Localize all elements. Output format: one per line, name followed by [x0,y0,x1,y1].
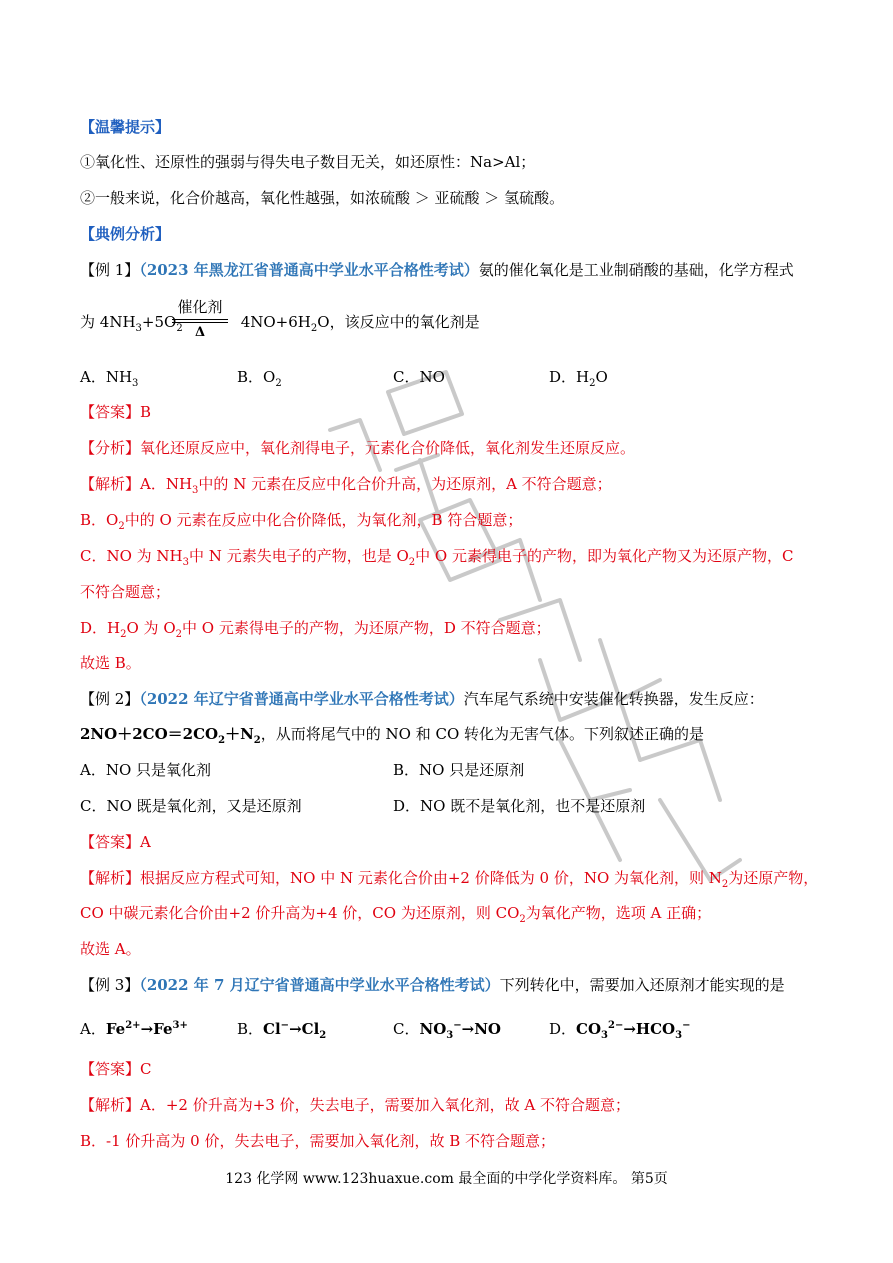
ex3-option-a-sup2: 3+ [172,1020,188,1031]
ex2-jiexi-1 [80,867,818,896]
ex2-jiexi-sub1: 2 [721,879,729,890]
ex1-jiexi-d-3: 中 O 元素得电子的产物，为还原产物，D 不符合题意； [182,619,551,637]
ex1-jiexi-c-3: 中 O 元素得电子的产物，即为氧化产物又为还原产物，C [415,547,794,565]
ex1-jiexi-d-sub2: 2 [175,629,182,640]
ex2-stem-line2 [80,723,704,752]
ex2-answer: 【答案】A [80,833,151,851]
ex1-jiexi-a-sub: 3 [192,485,199,496]
ex2-jiexi-sub2: 2 [519,914,526,925]
ex1-jiexi-b-2: 中的 O 元素在反应中化合价降低，为氧化剂，B 符合题意； [124,511,523,529]
ex3-option-d-2: →HCO [623,1020,676,1038]
ex3-jiexi-a: 【解析】A．+2 价升高为+3 价，失去电子，需要加入氧化剂，故 A 不符合题意； [80,1096,630,1114]
ex1-option-b-sub: 2 [275,378,282,389]
ex3-answer: 【答案】C [80,1060,152,1078]
ex2-option-a: A．NO 只是氧化剂 [80,761,212,779]
ex2-eq-sub2: 2 [253,735,261,746]
ex2-option-c: C．NO 既是氧化剂，又是还原剂 [80,797,302,815]
ex3-option-d [549,1015,690,1047]
ex1-eq-plus: +5O [141,313,177,331]
ex1-option-a-sub: 3 [132,378,139,389]
ex3-option-d-pre: D． [549,1020,577,1038]
ex2-eq-sub1: 2 [218,735,226,746]
ex1-option-d [549,366,608,395]
ex2-source: （2022 年辽宁省普通高中学业水平合格性考试） [139,690,464,708]
ex3-option-a-1: Fe [105,1020,126,1038]
ex3-option-d-sup1: 2− [608,1020,624,1031]
ex2-jiexi-1-text: 【解析】根据反应方程式可知，NO 中 N 元素化合价由+2 价降低为 0 价，NO 为氧化剂，则 N [80,869,722,887]
ex1-option-d-sub: 2 [589,378,596,389]
ex1-stem-line1 [80,259,794,281]
ex1-jiexi-a-2: 中的 N 元素在反应中化合价升高，为还原剂，A 不符合题意； [198,475,612,493]
ex3-option-a-sup1: 2+ [125,1020,141,1031]
ex1-eq-right-sub: 2 [310,323,318,334]
ex3-option-c-sup: − [453,1020,462,1031]
ex1-option-b [237,366,282,395]
ex1-jiexi-b-1: B．O [80,511,119,529]
ex2-stem-line1 [80,688,764,710]
ex1-jiexi-c-2: 中 N 元素失电子的产物，也是 O [189,547,409,565]
ex3-option-b-pre: B． [237,1020,264,1038]
ex3-option-c [393,1015,501,1047]
analysis-heading: 【典例分析】 [80,225,171,243]
ex2-stem: 汽车尾气系统中安装催化转换器，发生反应： [463,690,764,708]
ex3-option-a-pre: A． [80,1020,106,1038]
ex2-jiexi-3-text: CO 中碳元素化合价由+2 价升高为+4 价，CO 为还原剂，则 CO [80,904,520,922]
ex3-stem: 下列转化中，需要加入还原剂才能实现的是 [499,976,785,994]
ex1-answer: 【答案】B [80,403,152,421]
ex3-option-c-1: NO [419,1020,447,1038]
ex1-option-c: C．NO [393,368,445,386]
ex1-option-a-text: A．NH [80,368,133,386]
ex1-eq-right: 4NO+6H [240,313,311,331]
ex1-jiexi-b-sub: 2 [118,521,125,532]
ex3-option-b-2: →Cl [289,1020,320,1038]
ex1-jiexi-c-1: C．NO 为 NH [80,547,183,565]
ex1-label: 【例 1】 [80,261,140,279]
ex1-jiexi-a-1: 【解析】A．NH [80,475,193,493]
ex3-option-a-arrow: →Fe [140,1020,173,1038]
ex3-option-b [237,1015,326,1047]
ex1-jiexi-b [80,509,522,538]
ex3-source: （2022 年 7 月辽宁省普通高中学业水平合格性考试） [139,976,500,994]
ex2-jiexi-2-text: 为还原产物， [728,869,819,887]
ex3-option-d-1: CO [576,1020,602,1038]
ex2-conclusion: 故选 A。 [80,940,141,958]
ex3-option-d-sub1: 3 [601,1030,609,1041]
ex3-label: 【例 3】 [80,976,140,994]
ex1-jiexi-c-cont: 不符合题意； [80,583,171,601]
ex2-stem2: ，从而将尾气中的 NO 和 CO 转化为无害气体。下列叙述正确的是 [260,725,705,743]
ex1-jiexi-d [80,617,551,646]
ex1-option-a [80,366,138,395]
ex3-stem-line [80,974,785,996]
ex1-equation-line [80,311,480,340]
ex1-option-d-text: D．H [549,368,590,386]
ex2-label: 【例 2】 [80,690,140,708]
ex1-stem: 氨的催化氧化是工业制硝酸的基础，化学方程式 [478,261,794,279]
ex1-jiexi-a [80,473,612,502]
ex3-option-d-sub2: 3 [675,1030,683,1041]
ex3-option-a [80,1015,188,1040]
ex1-fenxi: 【分析】氧化还原反应中，氧化剂得电子，元素化合价降低，氧化剂发生还原反应。 [80,439,636,457]
ex1-eq-right-tail: O，该反应中的氧化剂是 [317,313,480,331]
tip-heading: 【温馨提示】 [80,118,171,136]
ex3-option-b-sup: − [280,1020,290,1031]
ex1-eq-plus-sub: 2 [176,323,183,334]
ex1-jiexi-c-sub1: 3 [182,557,190,568]
ex3-option-d-sup2: − [682,1020,691,1031]
ex1-jiexi-d-1: D．H [80,619,121,637]
ex3-option-c-2: →NO [461,1020,501,1038]
ex1-catalyst: 催化剂 [177,298,223,316]
ex1-jiexi-d-2: O 为 O [126,619,176,637]
ex2-option-d: D．NO 既不是氧化剂，也不是还原剂 [393,797,646,815]
ex1-eq-left-sub: 3 [135,323,142,334]
tip-line-2: ②一般来说，化合价越高，氧化性越强，如浓硫酸 ＞ 亚硫酸 ＞ 氢硫酸。 [80,189,565,207]
ex2-jiexi-4-text: 为氧化产物，选项 A 正确； [525,904,712,922]
ex1-conclusion: 故选 B。 [80,654,141,672]
ex1-jiexi-c [80,545,793,574]
ex2-option-b: B．NO 只是还原剂 [393,761,525,779]
ex1-jiexi-d-sub1: 2 [120,629,127,640]
ex1-option-d-tail: O [595,368,608,386]
ex2-jiexi-2 [80,902,711,931]
ex1-stem2-pre: 为 [80,313,96,331]
ex3-jiexi-b: B．-1 价升高为 0 价，失去电子，需要加入氧化剂，故 B 不符合题意； [80,1132,556,1150]
ex2-eq-1: 2NO＋2CO＝2CO [80,725,219,743]
ex3-option-c-pre: C． [393,1020,420,1038]
ex2-eq-2: ＋N [225,725,254,743]
page-footer: 123 化学网 www.123huaxue.com 最全面的中学化学资料库。 第5页 [225,1171,668,1187]
ex3-option-c-sub: 3 [446,1030,454,1041]
ex1-jiexi-c-sub2: 2 [408,557,416,568]
ex3-option-b-sub: 2 [319,1030,327,1041]
ex1-eq-left: 4NH [99,313,136,331]
ex1-delta: Δ [194,325,206,340]
tip-line-1: ①氧化性、还原性的强弱与得失电子数目无关，如还原性：Na>Al； [80,153,536,171]
ex1-option-b-text: B．O [237,368,276,386]
ex1-source: （2023 年黑龙江省普通高中学业水平合格性考试） [139,261,479,279]
ex3-option-b-1: Cl [263,1020,281,1038]
